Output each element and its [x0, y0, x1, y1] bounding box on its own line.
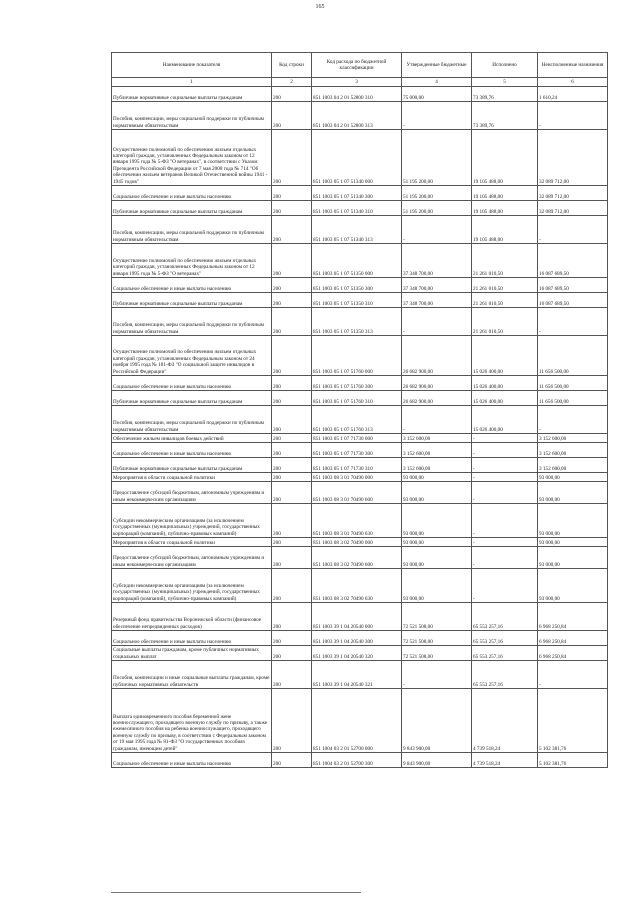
- row-code: 200: [272, 482, 312, 504]
- row-name: Социальное обеспечение и иные выплаты населению: [112, 278, 272, 293]
- row-executed: 19 105 488,00: [472, 216, 538, 244]
- row-name: Обеспечение жильем инвалидов боевых действий: [112, 434, 272, 443]
- row-approved: 37 348 700,00: [402, 293, 472, 308]
- row-approved: 72 521 508,00: [402, 646, 472, 661]
- row-name: Мероприятия в области социальной политики: [112, 473, 272, 482]
- row-executed: -: [472, 547, 538, 569]
- page-number: 165: [315, 4, 325, 10]
- table-row: [112, 278, 608, 293]
- row-code: 200: [272, 538, 312, 547]
- row-code: 200: [272, 201, 312, 216]
- table-row: [112, 216, 608, 244]
- row-executed: -: [472, 569, 538, 603]
- header-code: Код строки: [272, 53, 312, 78]
- row-budget-code: 851 1003 05 1 07 51340 313: [312, 216, 402, 244]
- row-approved: 93 000,00: [402, 473, 472, 482]
- row-approved: 93 000,00: [402, 482, 472, 504]
- row-code: 200: [272, 504, 312, 538]
- table-row: [112, 547, 608, 569]
- row-executed: -: [472, 434, 538, 443]
- table-row: [112, 753, 608, 768]
- budget-execution-table: [111, 52, 608, 768]
- row-budget-code: 851 1003 08 3 02 70490 000: [312, 538, 402, 547]
- row-approved: 3 152 600,00: [402, 434, 472, 443]
- row-unexecuted: -: [538, 308, 608, 336]
- row-budget-code: 851 1003 08 3 02 70490 600: [312, 547, 402, 569]
- table-header: [112, 53, 608, 87]
- row-name: Публичные нормативные социальные выплаты гражданам: [112, 201, 272, 216]
- row-name: Пособия, компенсации, меры социальной поддержки по публичным нормативным обязательствам: [112, 216, 272, 244]
- row-executed: 65 553 257,16: [472, 603, 538, 631]
- row-unexecuted: 16 087 689,50: [538, 244, 608, 278]
- row-code: 200: [272, 631, 312, 646]
- header-unexecuted: Неисполненные назначения: [538, 53, 608, 78]
- row-unexecuted: 1 610,24: [538, 87, 608, 102]
- row-unexecuted: 3 152 600,00: [538, 443, 608, 458]
- row-budget-code: 851 1003 39 1 04 20540 320: [312, 646, 402, 661]
- row-approved: -: [402, 406, 472, 434]
- row-approved: 37 348 700,00: [402, 278, 472, 293]
- row-executed: -: [472, 473, 538, 482]
- row-approved: 51 195 200,00: [402, 130, 472, 186]
- row-budget-code: 851 1003 39 1 04 20540 000: [312, 603, 402, 631]
- row-budget-code: 851 1003 05 1 07 51340 310: [312, 201, 402, 216]
- table-body: [112, 87, 608, 768]
- row-executed: 4 739 518,24: [472, 753, 538, 768]
- row-unexecuted: 11 656 500,00: [538, 336, 608, 376]
- row-unexecuted: 32 089 712,00: [538, 186, 608, 201]
- row-budget-code: 851 1004 03 2 01 52700 300: [312, 753, 402, 768]
- table-row: [112, 646, 608, 661]
- row-unexecuted: 32 089 712,00: [538, 130, 608, 186]
- row-unexecuted: 93 000,00: [538, 482, 608, 504]
- row-executed: 19 105 488,00: [472, 186, 538, 201]
- row-executed: 15 026 400,00: [472, 406, 538, 434]
- row-approved: 72 521 508,00: [402, 603, 472, 631]
- row-unexecuted: 93 000,00: [538, 538, 608, 547]
- row-code: 200: [272, 186, 312, 201]
- row-name: Субсидии некоммерческим организациям (за исключением государственных (муниципальных) учреждений, государственных корпораций (компаний), публично-правовых компаний): [112, 569, 272, 603]
- row-budget-code: 851 1003 04 2 01 52800 310: [312, 87, 402, 102]
- table-row: [112, 244, 608, 278]
- row-executed: 65 553 257,16: [472, 646, 538, 661]
- row-budget-code: 851 1003 39 1 04 20540 300: [312, 631, 402, 646]
- row-name: Пособия, компенсации, меры социальной поддержки по публичным нормативным обязательствам: [112, 102, 272, 130]
- col-number: 3: [312, 78, 402, 87]
- row-approved: 26 682 900,00: [402, 391, 472, 406]
- row-code: 200: [272, 753, 312, 768]
- row-name: Пособия, компенсации, меры социальной поддержки по публичным нормативным обязательствам: [112, 406, 272, 434]
- col-number: 5: [472, 78, 538, 87]
- col-number: 1: [112, 78, 272, 87]
- row-code: 200: [272, 278, 312, 293]
- table-row: [112, 473, 608, 482]
- footer-rule: [111, 892, 361, 893]
- row-name: Субсидии некоммерческим организациям (за исключением государственных (муниципальных) учреждений, государственных корпораций (компаний), публично-правовых компаний): [112, 504, 272, 538]
- row-approved: -: [402, 102, 472, 130]
- row-unexecuted: 6 968 250,84: [538, 646, 608, 661]
- row-executed: -: [472, 482, 538, 504]
- col-number: 4: [402, 78, 472, 87]
- row-budget-code: 851 1003 05 1 07 71730 310: [312, 458, 402, 473]
- row-unexecuted: 93 000,00: [538, 569, 608, 603]
- row-budget-code: 851 1003 04 2 01 52800 313: [312, 102, 402, 130]
- row-budget-code: 851 1003 05 1 07 51760 310: [312, 391, 402, 406]
- row-approved: 3 152 600,00: [402, 443, 472, 458]
- row-unexecuted: -: [538, 406, 608, 434]
- row-unexecuted: 16 087 689,50: [538, 293, 608, 308]
- table-row: [112, 631, 608, 646]
- row-unexecuted: 93 000,00: [538, 547, 608, 569]
- table-row: [112, 308, 608, 336]
- row-budget-code: 851 1003 08 3 02 70490 630: [312, 569, 402, 603]
- row-budget-code: 851 1003 05 1 07 51760 000: [312, 336, 402, 376]
- row-budget-code: 851 1003 05 1 07 51350 000: [312, 244, 402, 278]
- row-unexecuted: -: [538, 661, 608, 689]
- row-executed: 15 026 400,00: [472, 376, 538, 391]
- row-executed: 21 261 010,50: [472, 308, 538, 336]
- table-row: [112, 661, 608, 689]
- row-name: Пособия, компенсации и иные социальные выплаты гражданам, кроме публичных нормативных обязательств: [112, 661, 272, 689]
- table-row: [112, 603, 608, 631]
- header-name: Наименование показателя: [112, 53, 272, 78]
- row-approved: 9 843 900,00: [402, 689, 472, 753]
- row-name: Предоставление субсидий бюджетным, автономным учреждениям и иным некоммерческим организациям: [112, 547, 272, 569]
- row-name: Публичные нормативные социальные выплаты гражданам: [112, 391, 272, 406]
- row-approved: 93 000,00: [402, 569, 472, 603]
- row-name: Социальное обеспечение и иные выплаты населению: [112, 376, 272, 391]
- row-executed: 15 026 400,00: [472, 336, 538, 376]
- table-row: [112, 87, 608, 102]
- row-budget-code: 851 1003 39 1 04 20540 321: [312, 661, 402, 689]
- row-unexecuted: 93 000,00: [538, 473, 608, 482]
- row-code: 200: [272, 244, 312, 278]
- row-approved: 93 000,00: [402, 547, 472, 569]
- row-code: 200: [272, 603, 312, 631]
- row-code: 200: [272, 569, 312, 603]
- row-unexecuted: 11 656 500,00: [538, 391, 608, 406]
- row-approved: 26 682 900,00: [402, 336, 472, 376]
- table-row: [112, 336, 608, 376]
- table-row: [112, 102, 608, 130]
- row-budget-code: 851 1003 05 1 07 51350 313: [312, 308, 402, 336]
- table-row: [112, 391, 608, 406]
- row-name: Публичные нормативные социальные выплаты гражданам: [112, 87, 272, 102]
- table-row: [112, 130, 608, 186]
- row-executed: 21 261 010,50: [472, 293, 538, 308]
- row-code: 200: [272, 473, 312, 482]
- row-code: 200: [272, 216, 312, 244]
- row-executed: -: [472, 504, 538, 538]
- row-budget-code: 851 1003 05 1 07 71730 300: [312, 443, 402, 458]
- row-code: 200: [272, 406, 312, 434]
- row-executed: 65 553 257,16: [472, 661, 538, 689]
- row-approved: 93 000,00: [402, 504, 472, 538]
- row-code: 200: [272, 336, 312, 376]
- row-name: Пособия, компенсации, меры социальной поддержки по публичным нормативным обязательствам: [112, 308, 272, 336]
- row-budget-code: 851 1003 08 3 01 70490 630: [312, 504, 402, 538]
- row-unexecuted: 3 152 600,00: [538, 434, 608, 443]
- row-code: 200: [272, 130, 312, 186]
- row-approved: 72 521 508,00: [402, 631, 472, 646]
- row-executed: 73 389,76: [472, 102, 538, 130]
- row-unexecuted: 93 000,00: [538, 504, 608, 538]
- row-unexecuted: -: [538, 216, 608, 244]
- row-unexecuted: 6 968 250,84: [538, 631, 608, 646]
- row-code: 200: [272, 689, 312, 753]
- row-unexecuted: 16 087 689,50: [538, 278, 608, 293]
- table-row: [112, 504, 608, 538]
- row-approved: 93 000,00: [402, 538, 472, 547]
- row-budget-code: 851 1003 05 1 07 51760 300: [312, 376, 402, 391]
- row-code: 200: [272, 547, 312, 569]
- row-code: 200: [272, 661, 312, 689]
- row-budget-code: 851 1003 05 1 07 51350 310: [312, 293, 402, 308]
- row-approved: -: [402, 308, 472, 336]
- row-name: Публичные нормативные социальные выплаты гражданам: [112, 458, 272, 473]
- table-row: [112, 482, 608, 504]
- row-approved: 3 152 600,00: [402, 458, 472, 473]
- row-executed: 4 739 518,24: [472, 689, 538, 753]
- row-name: Осуществление полномочий по обеспечению жильем отдельных категорий граждан, установленных Федеральным законом от 24 ноября 1995 года № 181-ФЗ "О социальной защите инвалидов в Российской Федерации": [112, 336, 272, 376]
- row-budget-code: 851 1003 05 1 07 71730 000: [312, 434, 402, 443]
- row-code: 200: [272, 308, 312, 336]
- row-budget-code: 851 1003 05 1 07 51760 313: [312, 406, 402, 434]
- row-name: Резервный фонд правительства Воронежской области (финансовое обеспечение непредвиденных расходов): [112, 603, 272, 631]
- row-executed: -: [472, 538, 538, 547]
- row-executed: 65 553 257,16: [472, 631, 538, 646]
- row-executed: 21 261 010,50: [472, 244, 538, 278]
- row-name: Социальное обеспечение и иные выплаты населению: [112, 186, 272, 201]
- row-name: Осуществление полномочий по обеспечению жильем отдельных категорий граждан, установленных Федеральным законом от 12 января 1995 года № 5-ФЗ "О ветеранах", в соответствии с Указом Президента Российской Федерации от 7 мая 2008 года № 714 "Об обеспечении жильем ветеранов Великой Отечественной войны 1941 - 1945 годов": [112, 130, 272, 186]
- table-row: [112, 434, 608, 443]
- row-budget-code: 851 1003 05 1 07 51350 300: [312, 278, 402, 293]
- header-executed: Исполнено: [472, 53, 538, 78]
- row-executed: 73 389,76: [472, 87, 538, 102]
- row-budget-code: 851 1003 05 1 07 51340 300: [312, 186, 402, 201]
- row-approved: -: [402, 216, 472, 244]
- row-budget-code: 851 1003 08 3 01 70490 000: [312, 473, 402, 482]
- table-row: [112, 569, 608, 603]
- row-name: Социальное обеспечение и иные выплаты населению: [112, 443, 272, 458]
- table-row: [112, 376, 608, 391]
- row-code: 200: [272, 293, 312, 308]
- row-name: Осуществление полномочий по обеспечению жильем отдельных категорий граждан, установленных Федеральным законом от 12 января 1995 года № 5-ФЗ "О ветеранах": [112, 244, 272, 278]
- row-code: 200: [272, 376, 312, 391]
- row-unexecuted: 11 656 500,00: [538, 376, 608, 391]
- row-executed: 15 026 400,00: [472, 391, 538, 406]
- row-budget-code: 851 1003 05 1 07 51340 000: [312, 130, 402, 186]
- header-budget-code: Код расхода по бюджетной классификации: [312, 53, 402, 78]
- col-number: 2: [272, 78, 312, 87]
- row-name: Публичные нормативные социальные выплаты гражданам: [112, 293, 272, 308]
- row-approved: 9 843 900,00: [402, 753, 472, 768]
- table-row: [112, 538, 608, 547]
- row-code: 200: [272, 443, 312, 458]
- row-unexecuted: 3 152 600,00: [538, 458, 608, 473]
- row-executed: 19 105 488,00: [472, 201, 538, 216]
- table-row: [112, 406, 608, 434]
- row-approved: 37 348 700,00: [402, 244, 472, 278]
- row-name: Предоставление субсидий бюджетным, автономным учреждениям и иным некоммерческим организациям: [112, 482, 272, 504]
- table-row: [112, 201, 608, 216]
- row-budget-code: 851 1004 03 2 01 52700 000: [312, 689, 402, 753]
- row-executed: 21 261 010,50: [472, 278, 538, 293]
- col-number: 6: [538, 78, 608, 87]
- row-executed: -: [472, 458, 538, 473]
- row-code: 200: [272, 391, 312, 406]
- table-row: [112, 689, 608, 753]
- row-budget-code: 851 1003 08 3 01 70490 600: [312, 482, 402, 504]
- row-unexecuted: 5 102 381,76: [538, 689, 608, 753]
- row-unexecuted: 6 968 250,84: [538, 603, 608, 631]
- table-row: [112, 293, 608, 308]
- header-approved: Утвержденные бюджетные: [402, 53, 472, 78]
- row-unexecuted: 5 102 381,76: [538, 753, 608, 768]
- row-approved: 51 195 200,00: [402, 201, 472, 216]
- row-name: Выплата единовременного пособия беременной жене военнослужащего, проходящего военную службу по призыву, а также ежемесячного пособия на ребенка военнослужащего, проходящего военную службу по призыву, в соответствии с Федеральным законом от 19 мая 1995 года № 81-ФЗ "О государственных пособиях гражданам, имеющим детей": [112, 689, 272, 753]
- row-code: 200: [272, 434, 312, 443]
- row-code: 200: [272, 458, 312, 473]
- row-approved: 26 682 900,00: [402, 376, 472, 391]
- row-name: Социальное обеспечение и иные выплаты населению: [112, 753, 272, 768]
- row-unexecuted: 32 089 712,00: [538, 201, 608, 216]
- row-name: Социальные выплаты гражданам, кроме публичных нормативных социальных выплат: [112, 646, 272, 661]
- table-row: [112, 458, 608, 473]
- table-row: [112, 186, 608, 201]
- row-name: Мероприятия в области социальной политики: [112, 538, 272, 547]
- row-code: 200: [272, 646, 312, 661]
- row-approved: -: [402, 661, 472, 689]
- row-code: 200: [272, 102, 312, 130]
- row-approved: 75 000,00: [402, 87, 472, 102]
- row-name: Социальное обеспечение и иные выплаты населению: [112, 631, 272, 646]
- column-numbers-row: [112, 78, 608, 87]
- row-executed: -: [472, 443, 538, 458]
- table-row: [112, 443, 608, 458]
- row-unexecuted: -: [538, 102, 608, 130]
- row-code: 200: [272, 87, 312, 102]
- row-executed: 19 105 488,00: [472, 130, 538, 186]
- row-approved: 51 195 200,00: [402, 186, 472, 201]
